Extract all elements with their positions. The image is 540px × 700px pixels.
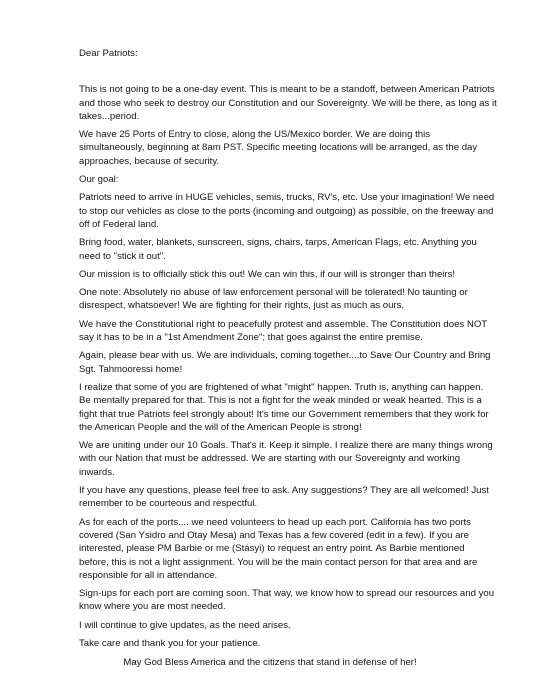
salutation: Dear Patriots:: [79, 48, 138, 59]
paragraph-our-goal: Our goal:: [79, 174, 119, 186]
paragraph-updates: I will continue to give updates, as the need arises.: [79, 619, 291, 631]
paragraph-vehicles: Patriots need to arrive in HUGE vehicles, semis, trucks, RV's, etc. Use your imagination! We need to stop our vehicles as close to the ports (incoming and outgoing) as possible, on the freeway and off of Federal land.: [79, 192, 495, 230]
paragraph-thank-you: Take care and thank you for your patience.: [79, 637, 261, 649]
paragraph-bear-with-us: Again, please bear with us. We are individuals, coming together....to Save Our Country and Bring Sgt. Tahmooressi home!: [79, 350, 491, 375]
paragraph-port-volunteers: As for each of the ports.... we need volunteers to head up each port. California has two ports covered (San Ysidro and Otay Mesa) and Texas has a few covered (edit in a few). If you are interested, please PM Barbie or me (Stasyi) to request an entry point. As Barbie mentioned before, this is not a light assignment. You will be the main contact person for that area and are responsible for all in attendance.: [79, 516, 478, 581]
paragraph-be-prepared: I realize that some of you are frightened of what "might" happen. Truth is, anything can happen. Be mentally prepared for that. This is not a fight for the weak minded or weak hearted. This is a fight that true Patriots feel strongly about! It's time our Government remembers that they work for the American People and the will of the American People is strong!: [79, 381, 489, 433]
paragraph-standoff: This is not going to be a one-day event. This is meant to be a standoff, between American Patriots and those who seek to destroy our Constitution and our Sovereignty. We will be there, as long as it takes...period.: [79, 84, 497, 122]
closing-line: May God Bless America and the citizens that stand in defense of her!: [123, 656, 417, 668]
paragraph-law-enforcement-note: One note: Absolutely no abuse of law enforcement personal will be tolerated! No taunting or disrespect, whatsoever! We are fighting for their rights, just as much as ours.: [79, 287, 468, 312]
letter-body: [79, 47, 497, 655]
paragraph-mission: Our mission is to officially stick this out! We can win this, if our will is stronger than theirs!: [79, 268, 456, 280]
paragraph-sign-ups: Sign-ups for each port are coming soon. That way, we know how to spread our resources and you know where you are most needed.: [79, 588, 495, 613]
paragraph-ports-of-entry: We have 25 Ports of Entry to close, along the US/Mexico border. We are doing this simultaneously, beginning at 8am PST. Specific meeting locations will be arranged, as the day approaches, because of security.: [79, 129, 478, 167]
paragraph-constitutional-right: We have the Constitutional right to peacefully protest and assemble. The Constitution does NOT say it has to be in a "1st Amendment Zone"; that goes against the entire premise.: [79, 318, 487, 344]
paragraph-ten-goals: We are uniting under our 10 Goals. That's it. Keep it simple. I realize there are many things wrong with our Nation that must be addressed. We are starting with our Sovereignty and working inwards.: [79, 440, 493, 478]
paragraph-supplies: Bring food, water, blankets, sunscreen, signs, chairs, tarps, American Flags, etc. Anything you need to "stick it out".: [79, 237, 477, 262]
paragraph-questions: If you have any questions, please feel free to ask. Any suggestions? They are all welcomed! Just remember to be courteous and respectful.: [79, 485, 489, 510]
